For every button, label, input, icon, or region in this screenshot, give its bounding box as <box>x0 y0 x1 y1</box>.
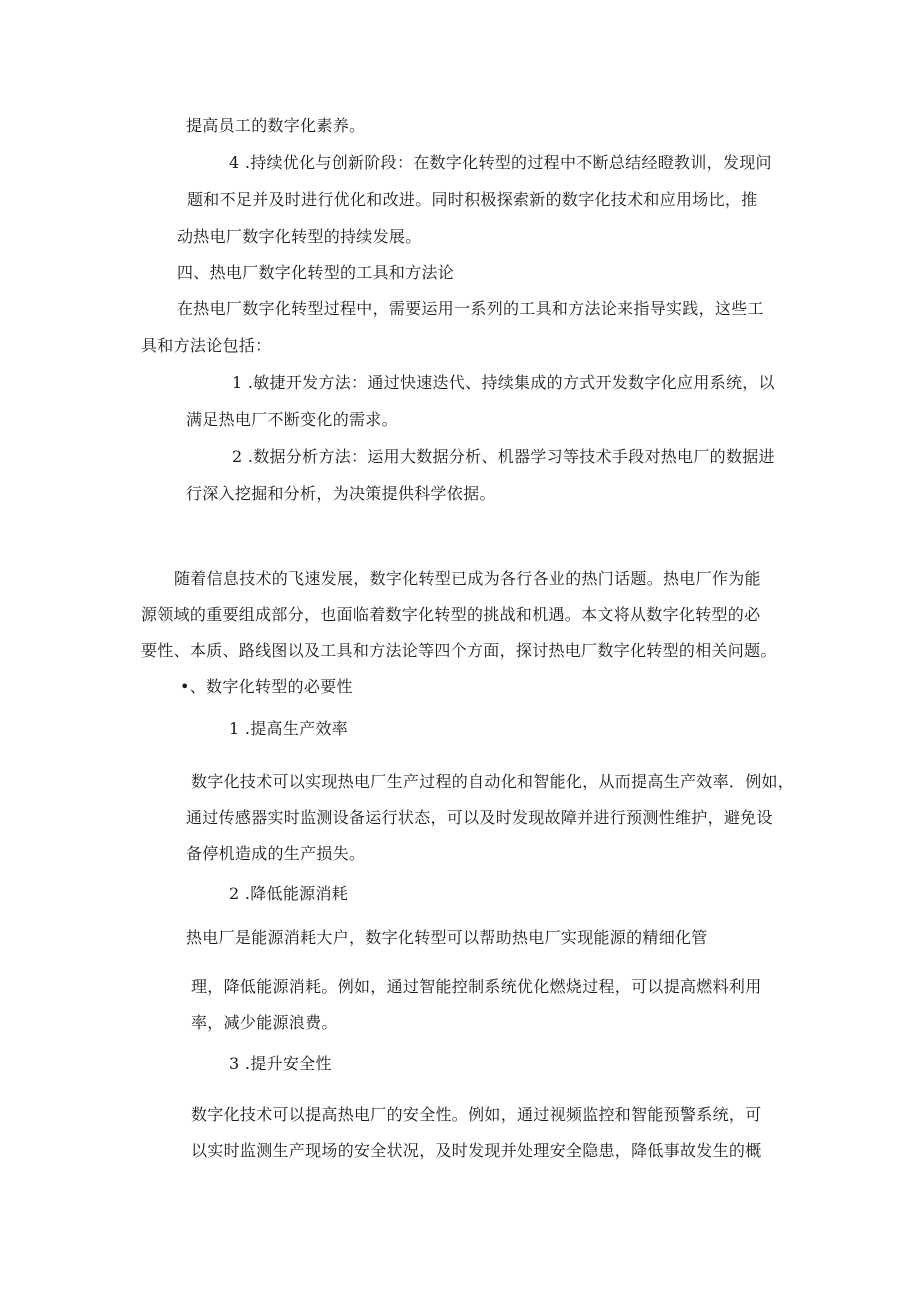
paragraph-line: 备停机造成的生产损失。 <box>186 844 366 863</box>
paragraph-line: 数字化技术可以提高热电厂的安全性。例如，通过视频监控和智能预警系统，可 <box>191 1105 762 1124</box>
subsection-heading: 1 .提高生产效率 <box>229 719 349 738</box>
paragraph-line: 热电厂是能源消耗大户，数字化转型可以帮助热电厂实现能源的精细化管 <box>186 928 708 947</box>
paragraph-line: 数字化技术可以实现热电厂生产过程的自动化和智能化，从而提高生产效率．例如， <box>191 772 795 791</box>
subsection-heading: 2 .降低能源消耗 <box>229 884 349 903</box>
list-item-heading: 4 .持续优化与创新阶段：在数字化转型的过程中不断总结经瞪教训，发现问 <box>229 153 772 172</box>
section-heading: •、数字化转型的必要性 <box>180 677 353 696</box>
paragraph-line: 理，降低能源消耗。例如，通过智能控制系统优化燃烧过程，可以提高燃料利用 <box>191 977 762 996</box>
section-heading: 四、热电厂数字化转型的工具和方法论 <box>177 263 455 282</box>
paragraph-line: 通过传感器实时监测设备运行状态，可以及时发现故障并进行预测性维护，避免设 <box>186 808 773 827</box>
subsection-heading: 3 .提升安全性 <box>229 1054 332 1073</box>
list-item-heading: 2 .数据分析方法：运用大数据分析、机器学习等技术手段对热电厂的数据进 <box>232 447 775 466</box>
text-line: 具和方法论包括： <box>141 336 272 355</box>
paragraph-line: 率，减少能源浪费。 <box>191 1013 338 1032</box>
paragraph-line: 源领域的重要组成部分，也面临着数字化转型的挑战和机遇。本文将从数字化转型的必 <box>141 605 761 624</box>
list-item-heading: 1 .敏捷开发方法：通过快速迭代、持续集成的方式开发数字化应用系统，以 <box>232 373 775 392</box>
paragraph-line: 要性、本质、路线图以及工具和方法论等四个方面，探讨热电厂数字化转型的相关问题。 <box>141 641 777 660</box>
text-line: 动热电厂数字化转型的持续发展。 <box>177 227 422 246</box>
paragraph-line: 随着信息技术的飞速发展，数字化转型已成为各行各业的热门话题。热电厂作为能 <box>174 569 761 588</box>
paragraph-line: 以实时监测生产现场的安全状况，及时发现并处理安全隐患，降低事故发生的概 <box>191 1141 762 1160</box>
text-line: 题和不足并及时进行优化和改进。同时积极探索新的数字化技术和应用场比，推 <box>187 190 758 209</box>
text-line: 行深入挖掘和分析，为决策提供科学依据。 <box>186 484 496 503</box>
text-line: 满足热电厂不断变化的需求。 <box>186 410 398 429</box>
text-line: 在热电厂数字化转型过程中，需要运用一系列的工具和方法论来指导实践，这些工 <box>177 299 764 318</box>
text-line: 提高员工的数字化素养。 <box>186 116 366 135</box>
